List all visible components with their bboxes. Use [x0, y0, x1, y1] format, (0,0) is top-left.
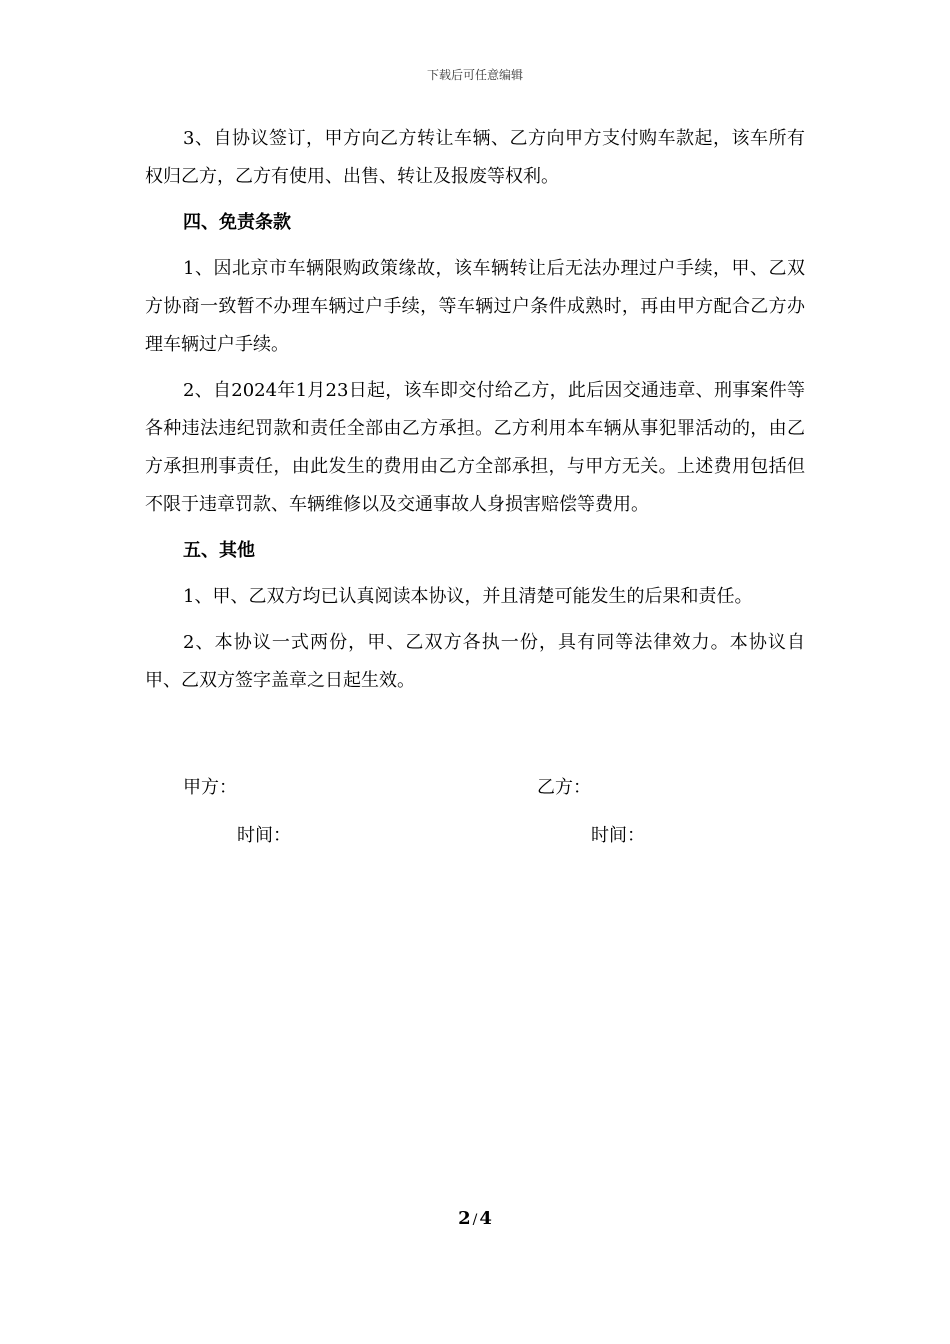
section-4-item-2: 2、自2024年1月23日起，该车即交付给乙方，此后因交通违章、刑事案件等各种违法违纪罚款和责任全部由乙方承担。乙方利用本车辆从事犯罪活动的，由乙方承担刑事责任，由此发生的费用由乙方全部承担，与甲方无关。上述费用包括但不限于违章罚款、车辆维修以及交通事故人身损害赔偿等费用。: [145, 380, 805, 515]
party-b-label: 乙方：: [537, 777, 591, 798]
section-5-title: 五、其他: [183, 540, 255, 561]
current-page: 2: [458, 1208, 471, 1229]
document-body: [145, 120, 805, 708]
header-note: 下载后可任意编辑: [426, 68, 523, 82]
section-5-item-2: 2、本协议一式两份，甲、乙双方各执一份，具有同等法律效力。本协议自甲、乙双方签字盖章之日起生效。: [145, 632, 805, 691]
time-b-label: 时间：: [591, 825, 645, 846]
section-4-title: 四、免责条款: [183, 212, 291, 233]
party-a-label: 甲方：: [183, 777, 237, 798]
section-4-item-1: 1、因北京市车辆限购政策缘故，该车辆转让后无法办理过户手续，甲、乙双方协商一致暂不办理车辆过户手续，等车辆过户条件成熟时，再由甲方配合乙方办理车辆过户手续。: [145, 258, 805, 355]
clause-3: 3、自协议签订，甲方向乙方转让车辆、乙方向甲方支付购车款起，该车所有权归乙方，乙方有使用、出售、转让及报废等权利。: [145, 128, 805, 187]
time-a-label: 时间：: [237, 825, 291, 846]
page-number: [0, 1208, 950, 1229]
page-separator: /: [472, 1212, 478, 1228]
total-pages: 4: [479, 1208, 492, 1229]
section-5-item-1: 1、甲、乙双方均已认真阅读本协议，并且清楚可能发生的后果和责任。: [183, 586, 753, 607]
